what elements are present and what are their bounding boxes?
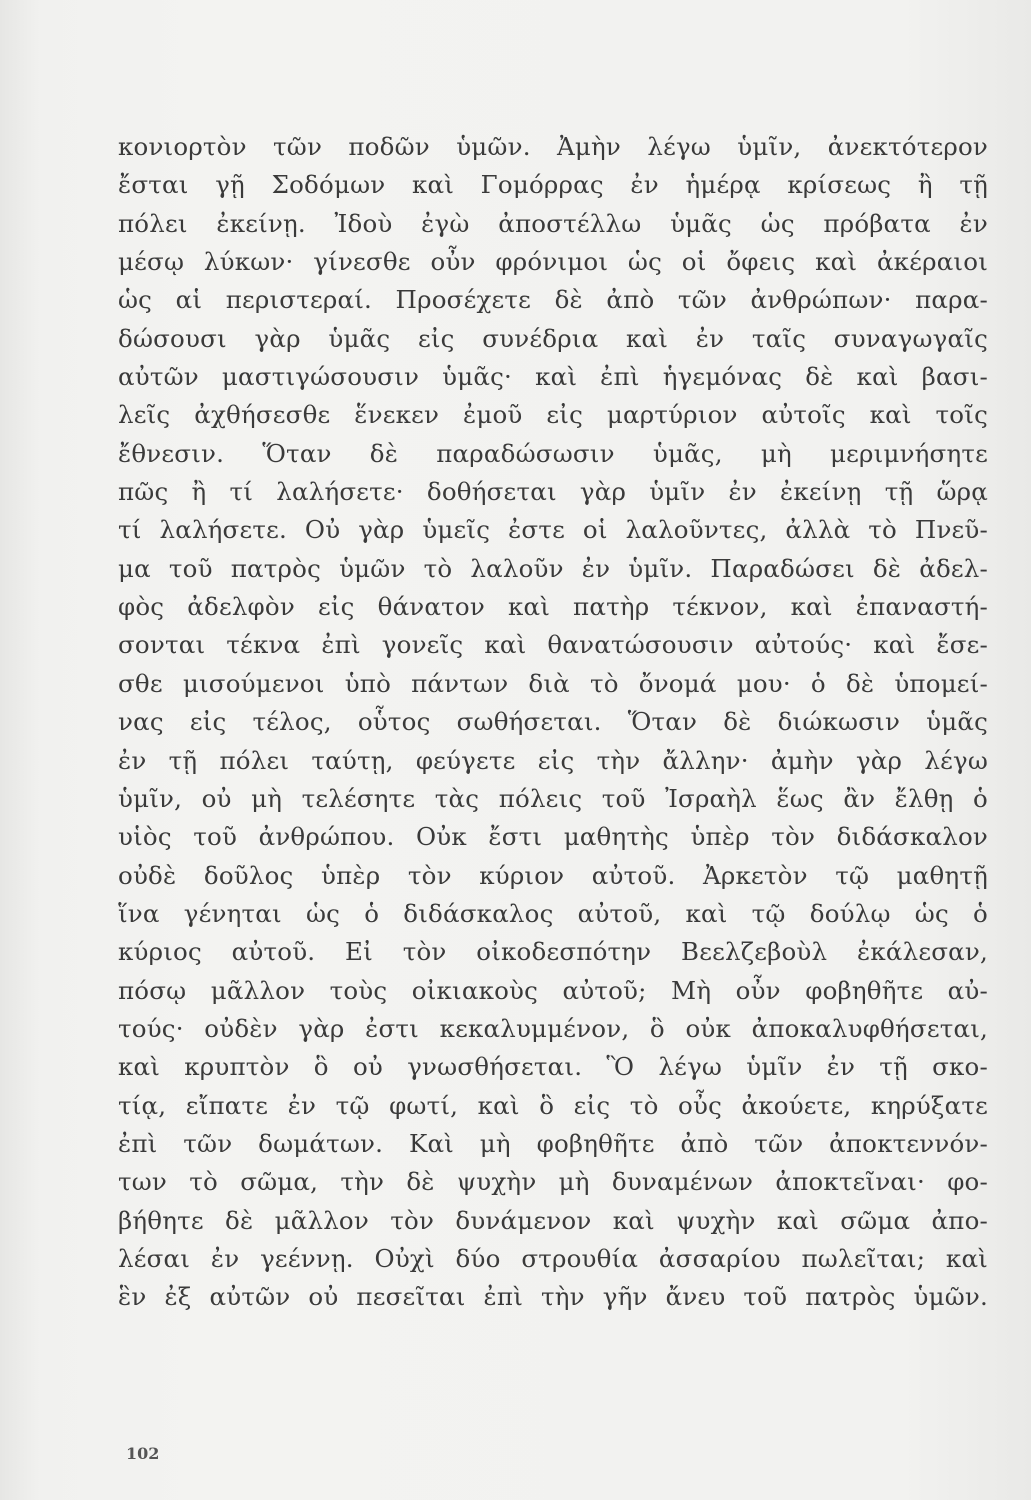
text-line: ἔθνεσιν. Ὅταν δὲ παραδώσωσιν ὑμᾶς, μὴ μεριμνήσητε [118, 438, 988, 468]
text-line: ὑμῖν, οὐ μὴ τελέσητε τὰς πόλεις τοῦ Ἰσραὴλ ἕως ἂν ἔλθῃ ὁ [118, 783, 988, 813]
text-line: τίᾳ, εἴπατε ἐν τῷ φωτί, καὶ ὃ εἰς τὸ οὖς ἀκούετε, κηρύξατε [118, 1090, 988, 1120]
text-line: μέσῳ λύκων· γίνεσθε οὖν φρόνιμοι ὡς οἱ ὄφεις καὶ ἀκέραιοι [118, 247, 988, 277]
text-line: νας εἰς τέλος, οὗτος σωθήσεται. Ὅταν δὲ διώκωσιν ὑμᾶς [118, 707, 988, 737]
text-line: λεῖς ἀχθήσεσθε ἕνεκεν ἐμοῦ εἰς μαρτύριον αὐτοῖς καὶ τοῖς [118, 400, 988, 430]
text-line: κονιορτὸν τῶν ποδῶν ὑμῶν. Ἀμὴν λέγω ὑμῖν, ἀνεκτότερον [118, 132, 988, 161]
text-line: ἓν ἐξ αὐτῶν οὐ πεσεῖται ἐπὶ τὴν γῆν ἄνευ τοῦ πατρὸς ὑμῶν. [118, 1282, 988, 1312]
text-line: πόλει ἐκείνῃ. Ἰδοὺ ἐγὼ ἀποστέλλω ὑμᾶς ὡς πρόβατα ἐν [118, 208, 988, 238]
text-line: ἵνα γένηται ὡς ὁ διδάσκαλος αὐτοῦ, καὶ τῷ δούλῳ ὡς ὁ [118, 898, 988, 928]
text-line: οὐδὲ δοῦλος ὑπὲρ τὸν κύριον αὐτοῦ. Ἀρκετὸν τῷ μαθητῇ [118, 860, 988, 890]
text-line: αὐτῶν μαστιγώσουσιν ὑμᾶς· καὶ ἐπὶ ἡγεμόνας δὲ καὶ βασι- [118, 362, 988, 392]
text-line: υἱὸς τοῦ ἀνθρώπου. Οὐκ ἔστι μαθητὴς ὑπὲρ τὸν διδάσκαλον [118, 822, 988, 852]
text-line: ἔσται γῇ Σοδόμων καὶ Γομόρρας ἐν ἡμέρᾳ κρίσεως ἢ τῇ [118, 170, 988, 200]
text-line: καὶ κρυπτὸν ὃ οὐ γνωσθήσεται. Ὃ λέγω ὑμῖν ἐν τῇ σκο- [118, 1052, 988, 1082]
body-text [118, 128, 988, 1317]
text-line: των τὸ σῶμα, τὴν δὲ ψυχὴν μὴ δυναμένων ἀποκτεῖναι· φο- [118, 1167, 988, 1197]
text-line: δώσουσι γὰρ ὑμᾶς εἰς συνέδρια καὶ ἐν ταῖς συναγωγαῖς [118, 323, 988, 353]
text-line: κύριος αὐτοῦ. Εἰ τὸν οἰκοδεσπότην Βεελζεβοὺλ ἐκάλεσαν, [118, 937, 988, 967]
text-line: ἐπὶ τῶν δωμάτων. Καὶ μὴ φοβηθῆτε ἀπὸ τῶν ἀποκτεννόν- [118, 1128, 988, 1158]
text-line: τί λαλήσετε. Οὐ γὰρ ὑμεῖς ἐστε οἱ λαλοῦντες, ἀλλὰ τὸ Πνεῦ- [118, 515, 988, 545]
text-line: σθε μισούμενοι ὑπὸ πάντων διὰ τὸ ὄνομά μου· ὁ δὲ ὑπομεί- [118, 668, 988, 698]
text-line: τούς· οὐδὲν γὰρ ἐστι κεκαλυμμένον, ὃ οὐκ ἀποκαλυφθήσεται, [118, 1013, 988, 1043]
text-line: φὸς ἀδελφὸν εἰς θάνατον καὶ πατὴρ τέκνον, καὶ ἐπαναστή- [118, 592, 988, 622]
text-line: πόσῳ μᾶλλον τοὺς οἰκιακοὺς αὐτοῦ; Μὴ οὖν φοβηθῆτε αὐ- [118, 975, 988, 1005]
text-line: ἐν τῇ πόλει ταύτῃ, φεύγετε εἰς τὴν ἄλλην· ἀμὴν γὰρ λέγω [118, 745, 988, 775]
text-line: πῶς ἢ τί λαλήσετε· δοθήσεται γὰρ ὑμῖν ἐν ἐκείνῃ τῇ ὥρᾳ [118, 477, 988, 507]
text-line: βήθητε δὲ μᾶλλον τὸν δυνάμενον καὶ ψυχὴν καὶ σῶμα ἀπο- [118, 1205, 988, 1235]
text-line: λέσαι ἐν γεέννῃ. Οὐχὶ δύο στρουθία ἀσσαρίου πωλεῖται; καὶ [118, 1243, 988, 1273]
text-line: μα τοῦ πατρὸς ὑμῶν τὸ λαλοῦν ἐν ὑμῖν. Παραδώσει δὲ ἀδελ- [118, 553, 988, 583]
text-line: σονται τέκνα ἐπὶ γονεῖς καὶ θανατώσουσιν αὐτούς· καὶ ἔσε- [118, 630, 988, 660]
text-line: ὡς αἱ περιστεραί. Προσέχετε δὲ ἀπὸ τῶν ἀνθρώπων· παρα- [118, 285, 988, 315]
page-number: 102 [126, 1444, 160, 1463]
